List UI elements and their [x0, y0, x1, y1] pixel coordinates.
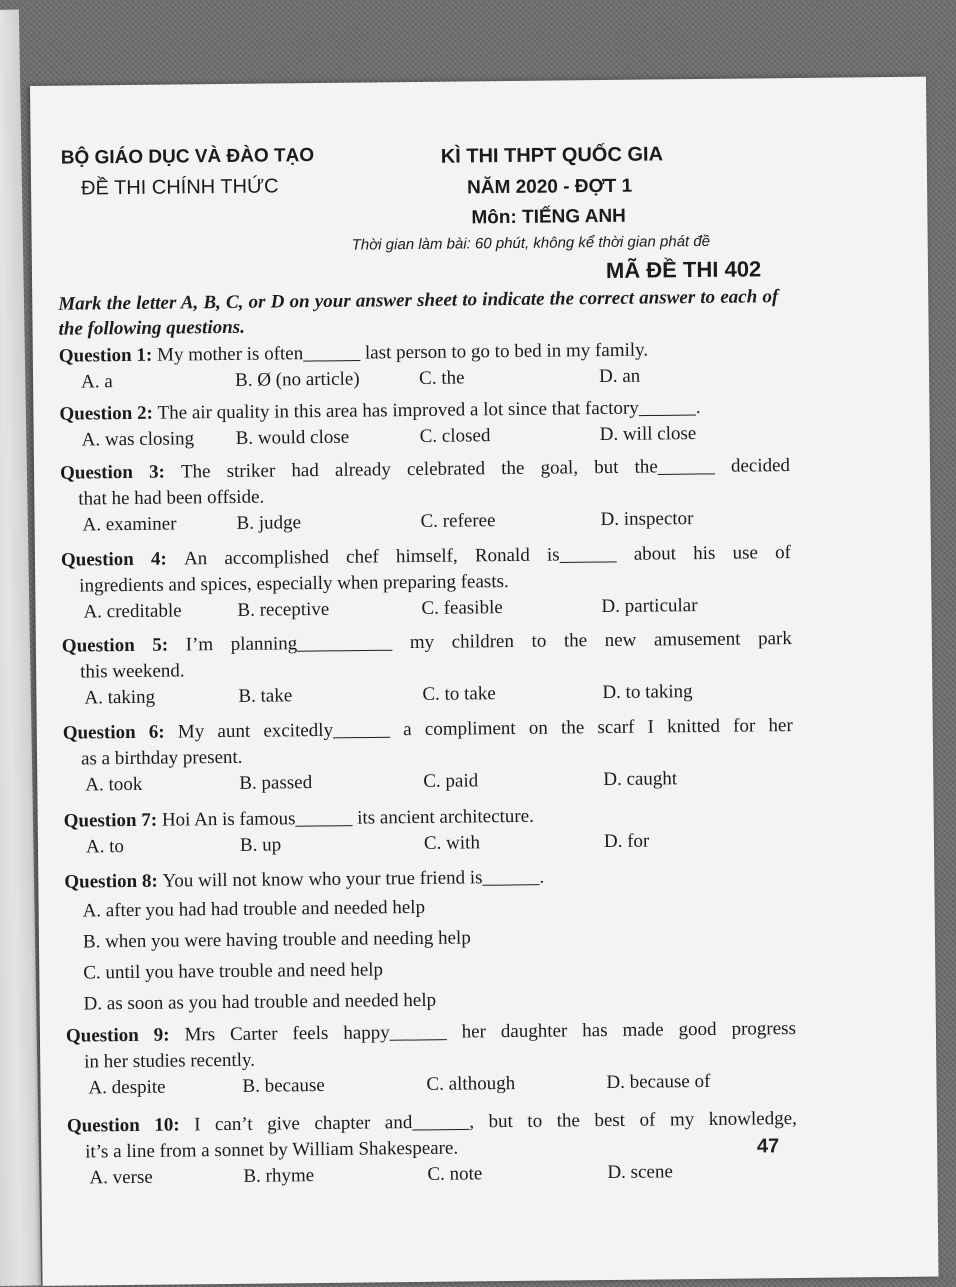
answer-option: B. Ø (no article): [234, 368, 360, 391]
answer-option: A. despite: [88, 1076, 166, 1099]
question-10: [67, 1106, 798, 1196]
answer-option: C. although: [426, 1072, 516, 1095]
question-2: [59, 394, 790, 458]
question-1: [59, 336, 790, 400]
question-text-line: as a birthday present.: [80, 746, 243, 770]
question-text-line: Question 4: An accomplished chef himself, Ronald is______ about his use of: [60, 542, 792, 571]
answer-option: D. inspector: [600, 508, 694, 531]
answer-option: C. note: [427, 1163, 483, 1185]
answer-option: A. examiner: [82, 513, 177, 536]
question-7: [64, 801, 795, 865]
answer-option: C. closed: [419, 425, 491, 447]
ministry-title: BỘ GIÁO DỤC VÀ ĐÀO TẠO: [60, 145, 315, 169]
answer-option: B. up: [239, 834, 282, 856]
question-label: Question 3:: [59, 461, 182, 484]
answer-option: C. to take: [422, 683, 496, 705]
question-4: [61, 540, 792, 630]
answer-options: [61, 592, 791, 630]
answer-option: A. taking: [84, 686, 156, 709]
answer-option: B. receptive: [237, 598, 330, 621]
question-label: Question 6:: [62, 721, 178, 744]
question-label: Question 4:: [60, 548, 185, 571]
answer-option: A. to: [85, 836, 125, 858]
question-text-line: that he had been offside.: [78, 486, 265, 510]
answer-option: C. until you have trouble and need help: [83, 959, 384, 984]
answer-option: D. to taking: [602, 681, 693, 704]
answer-options: [60, 505, 790, 543]
answer-option: D. because of: [606, 1070, 711, 1094]
answer-option: B. take: [238, 685, 293, 707]
answer-option: B. because: [242, 1074, 325, 1097]
answer-option: C. referee: [420, 510, 496, 532]
answer-options: [63, 765, 793, 803]
question-text-line: Question 8: You will not know who your true friend is______.: [64, 866, 545, 893]
answer-option: A. creditable: [83, 600, 182, 623]
answer-option: D. as soon as you had trouble and needed help: [83, 989, 437, 1015]
answer-options: [66, 1068, 796, 1106]
question-5: [62, 626, 793, 716]
answer-option: C. the: [418, 367, 465, 389]
question-text-line: it’s a line from a sonnet by William Shakespeare.: [85, 1137, 459, 1163]
answer-option: B. judge: [236, 512, 302, 534]
page-number: 47: [756, 1135, 780, 1158]
question-label: Question 2:: [59, 402, 158, 425]
answer-options: [60, 420, 790, 458]
question-6: [63, 713, 794, 803]
answer-option: A. was closing: [81, 428, 195, 451]
answer-option: A. after you had had trouble and needed help: [82, 896, 426, 922]
exam-page: [30, 77, 939, 1286]
answer-option: D. caught: [603, 768, 678, 791]
answer-options: [59, 362, 789, 400]
answer-option: B. would close: [235, 426, 350, 449]
answer-option: C. paid: [423, 770, 479, 792]
instruction-text: Mark the letter A, B, C, or D on your answer sheet to indicate the correct answer to each of the following questions.: [58, 286, 779, 340]
question-label: Question 10:: [66, 1114, 195, 1137]
answer-option: C. with: [423, 832, 481, 854]
answer-option: C. feasible: [421, 597, 503, 619]
question-label: Question 1:: [58, 344, 158, 367]
question-text-line: Question 9: Mrs Carter feels happy______ her daughter has made good progress: [65, 1018, 797, 1047]
question-text-line: Question 6: My aunt excitedly______ a compliment on the scarf I knitted for her: [62, 715, 793, 744]
answer-option: B. rhyme: [243, 1165, 315, 1187]
question-text-line: Question 2: The air quality in this area has improved a lot since that factory______.: [59, 396, 701, 425]
exam-subject: Môn: TIẾNG ANH: [471, 205, 626, 229]
question-text-line: Question 3: The striker had already celebrated the goal, but the______ decided: [59, 455, 791, 484]
question-3: [60, 453, 791, 543]
official-label: ĐỀ THI CHÍNH THỨC: [80, 175, 279, 200]
exam-code: MÃ ĐỀ THI 402: [605, 256, 762, 283]
exam-year: NĂM 2020 - ĐỢT 1: [466, 175, 633, 199]
question-text-line: Question 7: Hoi An is famous______ its ancient architecture.: [63, 805, 534, 832]
answer-option: D. an: [598, 365, 641, 388]
question-text-line: Question 10: I can’t give chapter and______, but to the best of my knowledge,: [66, 1108, 797, 1137]
question-label: Question 5:: [61, 634, 186, 657]
question-text-line: in her studies recently.: [84, 1049, 256, 1073]
answer-option: D. particular: [601, 595, 698, 618]
question-text-line: Question 5: I’m planning__________ my children to the new amusement park: [61, 628, 792, 657]
answer-option: A. verse: [89, 1166, 153, 1189]
question-label: Question 8:: [64, 870, 163, 893]
question-label: Question 7:: [63, 809, 162, 832]
answer-options: [64, 827, 794, 865]
answer-option: D. will close: [599, 423, 697, 446]
question-text-line: ingredients and spices, especially when preparing feasts.: [79, 571, 509, 597]
question-9: [66, 1016, 797, 1106]
question-text-line: Question 1: My mother is often______ last person to go to bed in my family.: [58, 339, 649, 367]
question-label: Question 9:: [65, 1024, 185, 1047]
answer-option: B. when you were having trouble and needing help: [82, 927, 471, 953]
exam-name: KÌ THI THPT QUỐC GIA: [440, 143, 664, 168]
exam-time: Thời gian làm bài: 60 phút, không kể thời gian phát đề: [351, 232, 711, 254]
question-text-line: this weekend.: [80, 660, 185, 683]
answer-option: D. for: [603, 830, 650, 853]
answer-option: D. scene: [607, 1161, 673, 1184]
answer-option: A. a: [80, 371, 113, 393]
answer-option: B. passed: [239, 772, 313, 794]
answer-options: [62, 678, 792, 716]
question-8: [64, 862, 796, 1020]
answer-option: A. took: [85, 773, 143, 796]
answer-options: [67, 1158, 797, 1196]
